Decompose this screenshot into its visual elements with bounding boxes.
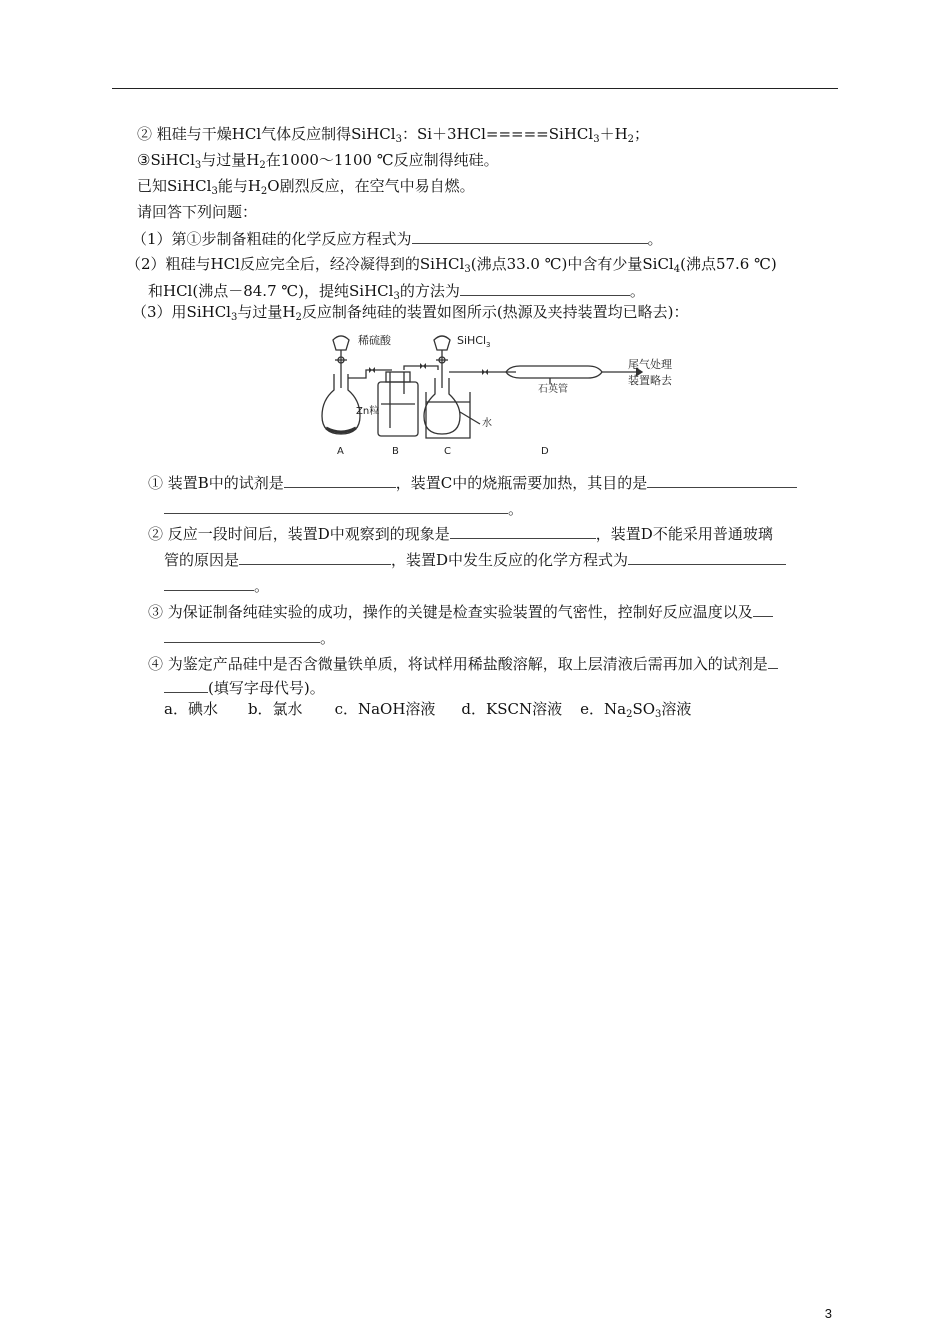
sub-question-1-line-1: ① 装置B中的试剂是 ，装置C中的烧瓶需要加热，其目的是 [148,472,797,493]
question-2-line-1: （2）粗硅与HCl反应完全后，经冷凝得到的SiHCl$_3$(沸点33.0 ℃)中含有少量SiCl$_4$(沸点57.6 ℃) [126,255,777,275]
question-1: （1）第①步制备粗硅的化学反应方程式为 。 [132,230,663,248]
option-a[interactable]: a．碘水 [164,700,218,718]
option-d[interactable]: d．KSCN溶液 [461,700,563,718]
answer-blank-q2[interactable] [460,280,630,296]
sub-question-3-line-1: ③ 为保证制备纯硅实验的成功，操作的关键是检查实验装置的气密性，控制好反应温度以及 [148,601,773,622]
option-e[interactable]: e．$Na_2SO_3$溶液 [580,700,692,720]
answer-blank-s4-a[interactable] [768,653,778,669]
apparatus-figure [320,328,680,460]
label-c: C [444,446,451,457]
label-exhaust-1: 尾气处理 [628,358,672,371]
step-3-text: ③SiHCl$_3$与过量$H_2$在1000～1100 ℃反应制得纯硅。 [137,151,499,171]
label-exhaust-2: 装置略去 [628,374,672,387]
label-b: B [392,446,399,457]
sub-question-3-line-2: 。 [164,627,335,648]
prompt-text: 请回答下列问题： [137,203,258,221]
step-2-text: ② 粗硅与干燥HCl气体反应制得SiHCl$_3$：$Si+3HCl=====SiHCl_3+H_2$； [137,125,650,145]
label-acid: 稀硫酸 [358,334,391,347]
sub-question-2-line-3: 。 [164,575,269,596]
question-3: （3）用SiHCl$_3$与过量$H_2$反应制备纯硅的装置如图所示(热源及夹持装置均已略去)： [132,303,689,323]
label-quartz-tube: 石英管 [538,384,568,395]
answer-blank-s2-b[interactable] [239,549,391,565]
apparatus-diagram [320,328,680,460]
sub-question-2-line-1: ② 反应一段时间后，装置D中观察到的现象是 ，装置D不能采用普通玻璃 [148,525,773,543]
sub-question-4-line-1: ④ 为鉴定产品硅中是否含微量铁单质，将试样用稀盐酸溶解，取上层清液后需再加入的试剂是 [148,653,778,674]
answer-options [164,699,691,719]
answer-blank-s3-a[interactable] [753,601,773,617]
answer-blank-s3-b[interactable] [164,627,320,643]
answer-blank-s4-b[interactable] [164,677,208,693]
label-a: A [337,446,344,457]
sub-question-2-line-2: 管的原因是 ，装置D中发生反应的化学方程式为 [164,549,786,570]
answer-blank-s2-a[interactable] [450,523,596,539]
answer-blank-s1-a[interactable] [284,472,396,488]
answer-blank-s2-c[interactable] [628,549,786,565]
question-2-line-2: 和HCl(沸点－84.7 ℃)，提纯SiHCl$_3$的方法为 。 [148,282,645,302]
answer-blank-s1-b[interactable] [647,472,797,488]
known-text: 已知SiHCl$_3$能与$H_2O$剧烈反应，在空气中易自燃。 [137,177,475,197]
label-sihcl3: SiHCl$_3$ [457,334,491,349]
sub-question-4-line-2: (填写字母代号)。 [164,677,325,698]
answer-blank-s1-c[interactable] [164,498,508,514]
label-d: D [541,446,549,457]
answer-blank-s2-d[interactable] [164,575,254,591]
label-zn: Zn粒 [356,406,380,417]
header-rule [112,88,838,89]
option-b[interactable]: b．氯水 [247,700,303,718]
label-water: 水 [482,418,492,429]
option-c[interactable]: c．NaOH溶液 [334,700,436,718]
answer-blank-q1[interactable] [412,228,648,244]
sub-question-1-line-2: 。 [164,498,523,519]
page-number: 3 [824,1306,832,1321]
